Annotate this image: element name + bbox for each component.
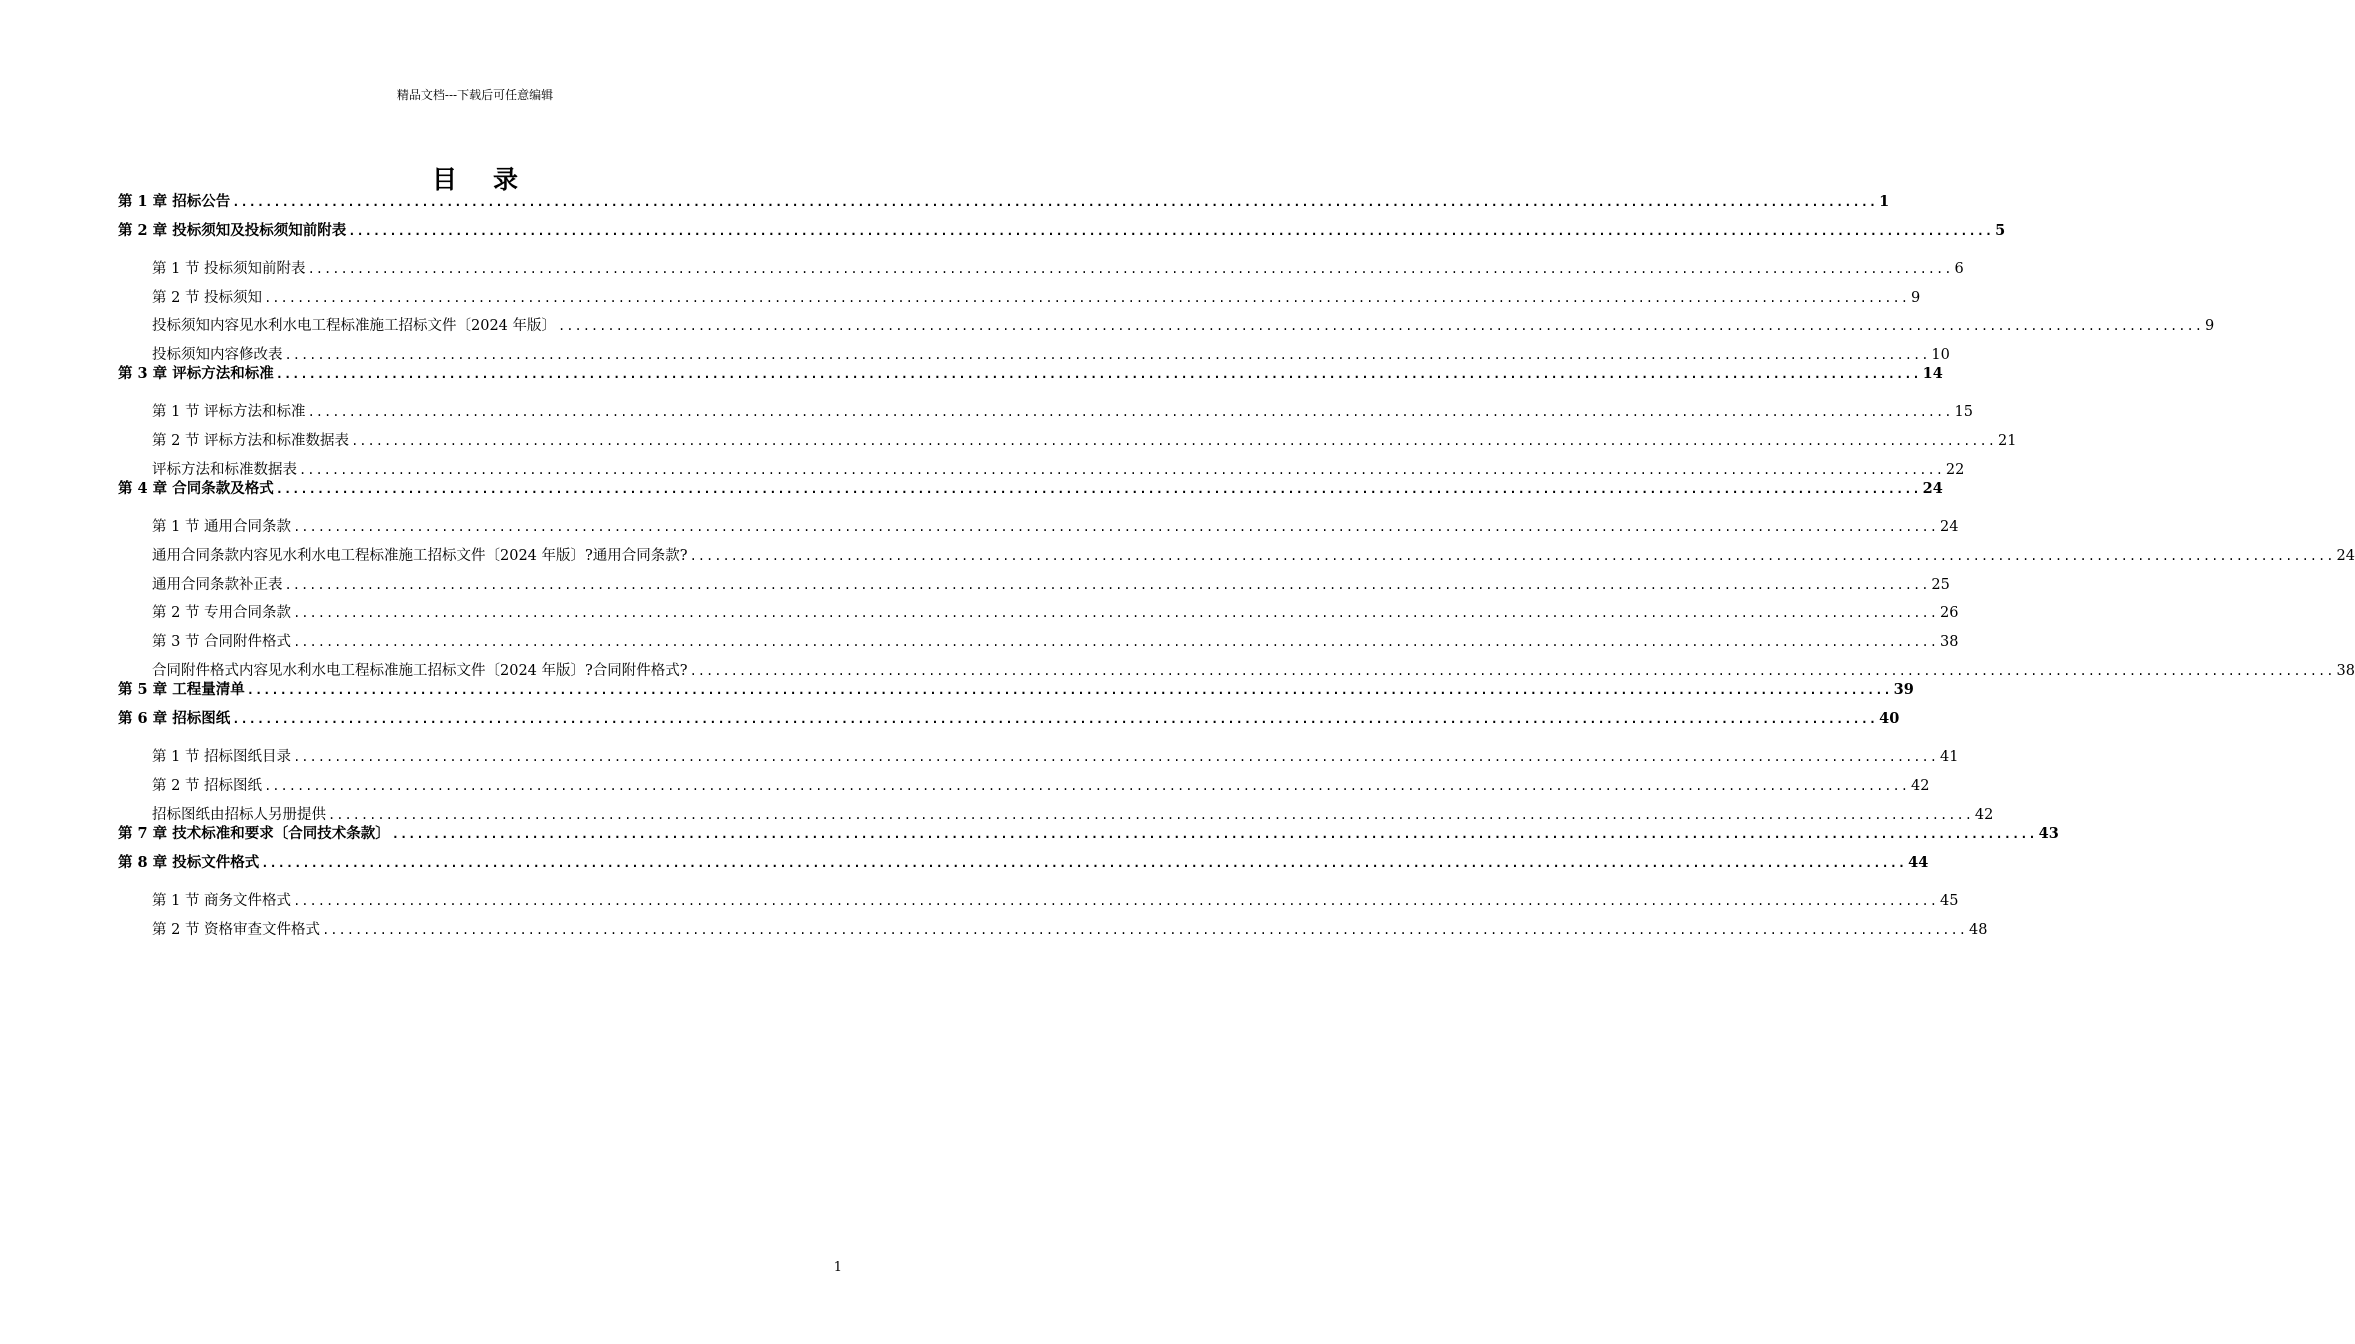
toc-entry-label: 第 1 章 招标公告 [118, 193, 231, 210]
page-header: 精品文档---下载后可任意编辑 [396, 88, 554, 102]
toc-entry[interactable] [152, 747, 1959, 767]
toc-entry-page: 15 [1954, 404, 1973, 420]
toc-entry-page: 22 [1945, 462, 1965, 478]
toc-entry-page: 24 [1939, 519, 1959, 535]
toc-entry-label: 第 1 节 商务文件格式 [152, 893, 292, 909]
toc-entry-label: 第 2 节 评标方法和标准数据表 [152, 433, 350, 449]
toc-entry-label: 第 5 章 工程量清单 [118, 681, 245, 698]
toc-leader-dots: ........................................................................................................................................................................................................ [307, 405, 1953, 419]
toc-entry[interactable] [152, 345, 1950, 365]
toc-entry-page: 10 [1931, 347, 1950, 363]
toc-entry[interactable] [152, 603, 1959, 623]
toc-entry[interactable] [152, 805, 1994, 825]
toc-entry-page: 42 [1910, 778, 1930, 794]
toc-entry-page: 38 [2336, 663, 2355, 679]
toc-leader-dots: ........................................................................................................................................................................................................ [322, 923, 1967, 937]
toc-entry[interactable] [118, 192, 1890, 212]
toc-entry[interactable] [152, 402, 1973, 422]
toc-entry-page: 26 [1939, 605, 1959, 621]
toc-entry-label: 第 1 节 招标图纸目录 [152, 749, 292, 765]
toc-entry[interactable] [118, 680, 1914, 700]
toc-entry-page: 5 [1995, 222, 2006, 239]
toc-leader-dots: ........................................................................................................................................................................................................ [558, 319, 2203, 333]
toc-entry[interactable] [152, 517, 1959, 537]
toc-entry[interactable] [152, 259, 1964, 279]
toc-entry[interactable] [118, 364, 1943, 384]
toc-entry-label: 评标方法和标准数据表 [152, 462, 297, 478]
toc-leader-dots: ........................................................................................................................................................................................................ [264, 779, 1909, 793]
toc-leader-dots: ........................................................................................................................................................................................................ [391, 827, 2037, 841]
toc-entry-label: 第 2 节 投标须知 [152, 290, 263, 306]
toc-entry-label: 通用合同条款补正表 [152, 577, 283, 593]
toc-entry-label: 通用合同条款内容见水利水电工程标准施工招标文件〔2024 年版〕?通用合同条款? [152, 548, 688, 564]
toc-entry[interactable] [118, 853, 1929, 873]
toc-entry-page: 39 [1893, 681, 1914, 698]
toc-leader-dots: ........................................................................................................................................................................................................ [261, 856, 1907, 870]
toc-entry[interactable] [152, 661, 2355, 681]
toc-entry-label: 第 2 节 资格审查文件格式 [152, 922, 321, 938]
toc-entry[interactable] [152, 431, 2017, 451]
toc-entry-page: 1 [1879, 193, 1890, 210]
toc-leader-dots: ........................................................................................................................................................................................................ [351, 434, 1996, 448]
toc-title: 目录 [431, 165, 554, 194]
toc-entry-page: 40 [1879, 710, 1900, 727]
toc-entry[interactable] [152, 575, 1950, 595]
toc-entry[interactable] [152, 316, 2215, 336]
toc-entry-page: 21 [1997, 433, 2017, 449]
toc-leader-dots: ........................................................................................................................................................................................................ [328, 808, 1973, 822]
toc-entry-page: 38 [1939, 634, 1959, 650]
toc-entry-label: 第 8 章 投标文件格式 [118, 854, 260, 871]
toc-leader-dots: ........................................................................................................................................................................................................ [299, 463, 1944, 477]
toc-entry-page: 42 [1974, 807, 1994, 823]
toc-entry-label: 招标图纸由招标人另册提供 [152, 807, 326, 823]
toc-entry[interactable] [152, 632, 1959, 652]
toc-leader-dots: ........................................................................................................................................................................................................ [307, 262, 1953, 276]
toc-entry-page: 24 [1922, 480, 1943, 497]
toc-entry-label: 第 2 节 招标图纸 [152, 778, 263, 794]
toc-entry-label: 第 1 节 投标须知前附表 [152, 261, 306, 277]
toc-entry[interactable] [152, 891, 1959, 911]
toc-entry-page: 43 [2038, 825, 2059, 842]
toc-leader-dots: ........................................................................................................................................................................................................ [348, 224, 1994, 238]
toc-entry-label: 第 4 章 合同条款及格式 [118, 480, 274, 497]
toc-entry-label: 第 1 节 评标方法和标准 [152, 404, 306, 420]
toc-entry-page: 41 [1939, 749, 1959, 765]
toc-leader-dots: ........................................................................................................................................................................................................ [232, 195, 1878, 209]
toc-entry-label: 第 2 节 专用合同条款 [152, 605, 292, 621]
toc-entry-label: 投标须知内容见水利水电工程标准施工招标文件〔2024 年版〕 [152, 318, 557, 334]
toc-entry[interactable] [118, 709, 1900, 729]
toc-leader-dots: ........................................................................................................................................................................................................ [284, 348, 1930, 362]
toc-leader-dots: ........................................................................................................................................................................................................ [293, 750, 1938, 764]
toc-entry[interactable] [152, 776, 1930, 796]
toc-leader-dots: ........................................................................................................................................................................................................ [293, 520, 1938, 534]
toc-entry-page: 25 [1931, 577, 1950, 593]
toc-entry-label: 第 1 节 通用合同条款 [152, 519, 292, 535]
toc-entry[interactable] [152, 288, 1921, 308]
toc-entry-page: 44 [1908, 854, 1929, 871]
toc-entry-page: 24 [2336, 548, 2355, 564]
toc-entry-page: 14 [1922, 365, 1943, 382]
toc-leader-dots: ........................................................................................................................................................................................................ [293, 894, 1938, 908]
toc-leader-dots: ........................................................................................................................................................................................................ [232, 712, 1878, 726]
toc-leader-dots: ........................................................................................................................................................................................................ [689, 664, 2335, 678]
toc-leader-dots: ........................................................................................................................................................................................................ [284, 578, 1930, 592]
toc-leader-dots: ........................................................................................................................................................................................................ [275, 367, 1921, 381]
toc-entry[interactable] [118, 221, 2006, 241]
toc-entry-label: 合同附件格式内容见水利水电工程标准施工招标文件〔2024 年版〕?合同附件格式? [152, 663, 688, 679]
toc-entry[interactable] [118, 824, 2059, 844]
toc-entry-label: 第 3 章 评标方法和标准 [118, 365, 274, 382]
toc-entry[interactable] [152, 546, 2355, 566]
toc-leader-dots: ........................................................................................................................................................................................................ [689, 549, 2335, 563]
toc-entry[interactable] [118, 479, 1943, 499]
toc-entry-label: 第 2 章 投标须知及投标须知前附表 [118, 222, 347, 239]
toc-entry-label: 投标须知内容修改表 [152, 347, 283, 363]
toc-leader-dots: ........................................................................................................................................................................................................ [264, 291, 1909, 305]
toc-entry[interactable] [152, 460, 1965, 480]
toc-entry-page: 9 [2204, 318, 2215, 334]
toc-leader-dots: ........................................................................................................................................................................................................ [293, 635, 1938, 649]
toc-leader-dots: ........................................................................................................................................................................................................ [246, 683, 1892, 697]
toc-entry-page: 48 [1968, 922, 1988, 938]
toc-entry-page: 9 [1910, 290, 1921, 306]
toc-entry-page: 6 [1954, 261, 1964, 277]
toc-entry[interactable] [152, 920, 1988, 940]
page-number: 1 [833, 1260, 842, 1275]
toc-entry-label: 第 6 章 招标图纸 [118, 710, 231, 727]
toc-entry-label: 第 3 节 合同附件格式 [152, 634, 292, 650]
toc-leader-dots: ........................................................................................................................................................................................................ [275, 482, 1921, 496]
toc-entry-label: 第 7 章 技术标准和要求〔合同技术条款〕 [118, 825, 390, 842]
toc-entry-page: 45 [1939, 893, 1959, 909]
toc-leader-dots: ........................................................................................................................................................................................................ [293, 606, 1938, 620]
